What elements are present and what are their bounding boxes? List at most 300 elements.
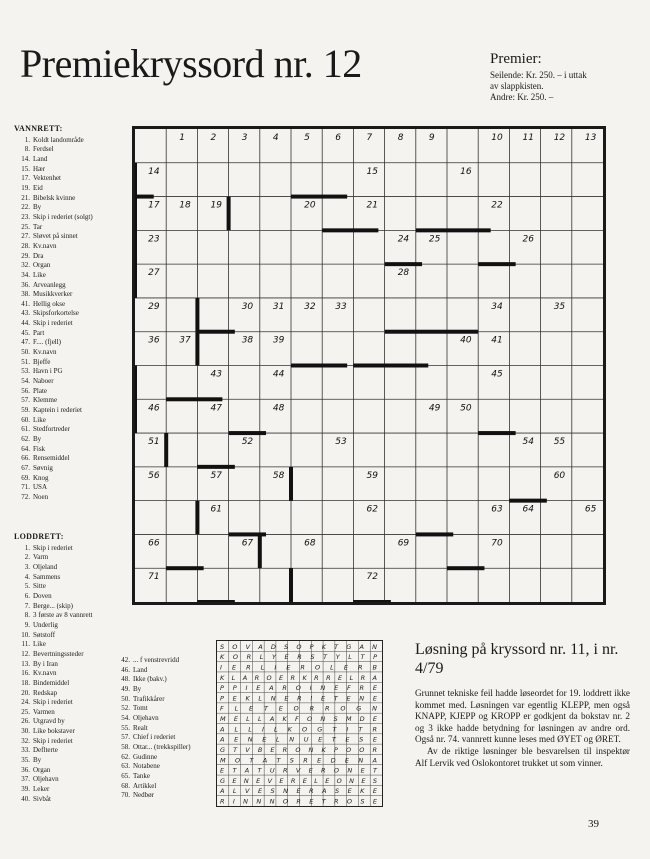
clue-text: Plate (33, 386, 47, 395)
clue-item (114, 772, 214, 782)
clue-number: 69. (21, 473, 30, 482)
clue-item (14, 464, 126, 474)
clue-text: Tomt (133, 704, 148, 713)
clue-number: 53. (21, 367, 30, 376)
clue-item (14, 252, 126, 262)
clue-text: By i Iran (33, 659, 58, 668)
clue-number: 39. (21, 785, 30, 794)
clue-item (14, 785, 126, 795)
grid-cell-number: 66 (148, 538, 160, 549)
clue-text: Bevertningssteder (33, 649, 84, 658)
clue-number: 22. (21, 203, 30, 212)
clue-item (14, 358, 126, 368)
solution-row: M E L L A K F O N S M D E (220, 715, 377, 723)
grid-cell-number: 10 (491, 133, 503, 143)
clue-number: 54. (21, 377, 30, 386)
grid-cell-number: 37 (179, 335, 191, 346)
clue-item (14, 348, 126, 358)
clue-item (14, 775, 126, 785)
grid-cell-number: 49 (428, 403, 441, 414)
grid-bar (478, 431, 515, 435)
clue-number: 49. (121, 684, 130, 693)
clue-item (114, 695, 214, 705)
clue-text: Oljehavn (133, 713, 159, 722)
clue-number: 8. (24, 611, 30, 620)
clue-item (14, 136, 126, 146)
clue-number: 9. (24, 620, 30, 629)
clue-text: Rensemiddel (33, 454, 70, 463)
grid-cell-number: 59 (366, 470, 378, 481)
clue-item (14, 377, 126, 387)
grid-cell-number: 67 (241, 538, 254, 549)
clue-text: Artikkel (133, 781, 157, 790)
clue-text: Bibelsk kvinne (33, 193, 76, 202)
grid-cell-number: 46 (148, 403, 160, 414)
clue-item (14, 483, 126, 493)
clue-item (14, 319, 126, 329)
clue-text: Hellig okse (33, 299, 66, 308)
clue-item (14, 338, 126, 348)
clue-number: 7. (24, 601, 30, 610)
clue-text: Varmen (33, 707, 55, 716)
grid-bar (135, 230, 137, 264)
across-clue-list (14, 136, 126, 503)
clue-text: Realt (133, 723, 148, 732)
clue-number: 50. (121, 694, 130, 703)
clue-number: 4. (24, 572, 30, 581)
clue-number: 67. (21, 463, 30, 472)
clue-number: 45. (21, 328, 30, 337)
grid-cell-number: 43 (210, 369, 222, 380)
prize-info (490, 50, 640, 103)
clue-text: Like bokstaver (33, 727, 75, 736)
clue-text: Fisk (33, 444, 46, 453)
down-clues (14, 532, 126, 804)
clue-text: Skip i rederiet (33, 543, 73, 552)
clue-number: 59. (21, 406, 30, 415)
grid-bar (195, 501, 199, 535)
clue-text: Klemme (33, 396, 58, 405)
clue-item (14, 387, 126, 397)
clue-text: Bindemiddel (33, 678, 70, 687)
clue-text: Redskap (33, 688, 58, 697)
clue-item (14, 213, 126, 223)
clue-item (14, 329, 126, 339)
across-heading: VANNRETT: (14, 124, 63, 133)
clue-text: Koldt landområde (33, 135, 84, 144)
clue-number: 15. (21, 164, 30, 173)
solution-grid-svg (217, 641, 382, 806)
grid-cell-number: 31 (272, 301, 285, 312)
clue-item (14, 290, 126, 300)
clue-item (14, 689, 126, 699)
clue-item (14, 194, 126, 204)
clue-number: 36. (21, 765, 30, 774)
down-clues-continued (114, 656, 214, 801)
clue-number: 10. (21, 630, 30, 639)
grid-cell-number: 60 (553, 470, 566, 481)
clue-item (14, 223, 126, 233)
grid-cell-number: 15 (366, 166, 378, 177)
clue-number: 6. (24, 591, 30, 600)
grid-cell-number: 34 (491, 301, 503, 312)
clue-text: Notabene (133, 762, 160, 771)
clue-item (14, 650, 126, 660)
clue-item (14, 454, 126, 464)
clue-item (114, 782, 214, 792)
grid-cell-number: 23 (148, 234, 160, 245)
clue-number: 20. (21, 688, 30, 697)
grid-bar (164, 433, 168, 467)
grid-cell-number: 9 (428, 133, 435, 143)
grid-bar (135, 366, 137, 400)
grid-cell-number: 4 (272, 133, 279, 143)
down-heading: LODDRETT: (14, 532, 64, 541)
grid-cell-number: 8 (397, 133, 404, 143)
grid-cell-number: 57 (210, 470, 222, 481)
grid-cell-number: 45 (491, 369, 503, 380)
grid-cell-number: 27 (148, 268, 160, 279)
clue-item (114, 791, 214, 801)
clue-number: 29. (21, 251, 30, 260)
clue-item (14, 563, 126, 573)
prize-line: av slappkisten. (490, 81, 544, 91)
clue-item (14, 232, 126, 242)
clue-text: Skip i rederiet (solgt) (33, 212, 93, 221)
clue-text: Ferdsel (33, 145, 54, 154)
clue-item (14, 174, 126, 184)
clue-item (14, 746, 126, 756)
grid-cell-number: 11 (522, 133, 534, 143)
clue-text: Hær (33, 164, 46, 173)
clue-text: Underlig (33, 620, 58, 629)
grid-bar (322, 228, 378, 232)
clue-number: 37. (21, 775, 30, 784)
clue-text: Stedfortreder (33, 425, 70, 434)
grid-bar (166, 397, 222, 401)
grid-bar (385, 330, 479, 334)
clue-text: By (33, 435, 42, 443)
clue-number: 46. (121, 665, 130, 674)
clue-item (14, 660, 126, 670)
clue-number: 63. (121, 762, 130, 771)
grid-cell-number: 22 (491, 200, 503, 211)
clue-item (14, 474, 126, 484)
previous-solution-grid (216, 640, 383, 807)
solution-row: E T A T U R V E R O N E T (220, 766, 377, 775)
clue-number: 66. (21, 454, 30, 463)
grid-cell-number: 26 (522, 234, 534, 245)
clue-text: By (33, 756, 42, 765)
clue-item (14, 406, 126, 416)
clue-number: 50. (21, 348, 30, 357)
clue-text: Berge... (skip) (33, 601, 73, 610)
clue-text: Bjeffe (33, 357, 51, 366)
clue-number: 13. (21, 659, 30, 668)
solution-paragraph: Av de riktige løsninger ble besvarelsen til inspektør Alf Lervik ved Oslokontoret trukket ut som vinner. (415, 745, 630, 768)
clue-item (14, 271, 126, 281)
clue-text: Dra (33, 251, 44, 260)
grid-cell-number: 16 (460, 166, 472, 177)
clue-number: 21. (21, 193, 30, 202)
clue-text: Oljeland (33, 562, 58, 571)
grid-bar (258, 534, 262, 568)
clue-item (14, 553, 126, 563)
grid-cell-number: 14 (148, 166, 160, 177)
clue-item (114, 656, 214, 666)
grid-bar (197, 330, 234, 334)
clue-number: 62. (21, 435, 30, 443)
grid-cell-number: 47 (210, 403, 222, 414)
clue-text: Doven (33, 591, 52, 600)
solution-row: A L V E S N E R A S E K E (220, 787, 377, 796)
clue-text: Tar (33, 222, 43, 231)
clue-number: 38. (21, 290, 30, 299)
clue-item (14, 396, 126, 406)
clue-text: Utgravd by (33, 717, 65, 726)
solution-row: G E N E V E R E L E O N E S (220, 776, 377, 785)
grid-cell-number: 53 (335, 437, 347, 448)
clue-text: Leker (33, 785, 50, 794)
clue-number: 54. (121, 713, 130, 722)
clue-text: Land (33, 154, 48, 163)
clue-item (14, 493, 126, 503)
grid-bar (416, 532, 453, 536)
clue-item (114, 733, 214, 743)
solution-row: R I N N N O R E T R O S E (220, 797, 377, 806)
solution-row: F L E T E O R R O G N (220, 704, 377, 713)
solution-row: A L L I L K O G T I T R (220, 725, 377, 734)
clue-text: Naboer (33, 377, 54, 386)
clue-text: Musikkverker (33, 290, 73, 299)
grid-bar (353, 364, 428, 368)
grid-cell-number: 13 (584, 133, 597, 143)
solution-text (415, 688, 630, 769)
crossword-grid[interactable] (132, 126, 606, 605)
clue-item (114, 753, 214, 763)
clue-text: ... f venstrevridd (133, 656, 180, 664)
clue-item (14, 602, 126, 612)
clue-text: Sitte (33, 582, 46, 591)
clue-number: 57. (121, 733, 130, 742)
clue-text: By (133, 684, 142, 693)
grid-cell-number: 35 (553, 301, 566, 312)
clue-item (114, 675, 214, 685)
grid-cell-number: 41 (491, 335, 503, 346)
clue-number: 1. (24, 135, 30, 144)
clue-number: 48. (121, 675, 130, 684)
clue-item (14, 698, 126, 708)
grid-cell-number: 70 (491, 538, 503, 549)
clue-text: Ikke (bakv.) (133, 675, 167, 684)
grid-bar (229, 431, 266, 435)
clue-item (14, 300, 126, 310)
clue-number: 58. (121, 742, 130, 751)
clue-number: 42. (121, 656, 130, 664)
clue-text: Skip i rederiet (33, 319, 73, 328)
clue-number: 26. (21, 717, 30, 726)
clue-text: Knog (33, 473, 49, 482)
grid-cell-number: 50 (460, 403, 472, 414)
clue-number: 12. (21, 649, 30, 658)
clue-number: 28. (21, 241, 30, 250)
clue-text: Eid (33, 183, 43, 192)
clue-text: Nedbør (133, 791, 154, 800)
clue-item (14, 592, 126, 602)
clue-number: 68. (121, 781, 130, 790)
grid-bar (478, 262, 515, 266)
clue-item (14, 184, 126, 194)
grid-cell-number: 48 (272, 403, 285, 414)
clue-text: Skipsforkortelse (33, 309, 79, 318)
clue-text: Organ (33, 765, 51, 774)
grid-cell-number: 61 (210, 504, 222, 515)
clue-item (14, 445, 126, 455)
clue-item (14, 611, 126, 621)
grid-bar (447, 566, 484, 570)
grid-bar (135, 264, 137, 298)
grid-cell-number: 18 (179, 200, 191, 211)
clue-number: 2. (24, 553, 30, 562)
clue-text: Kv.navn (33, 348, 57, 357)
clue-item (114, 714, 214, 724)
clue-text: Skip i rederiet (33, 698, 73, 707)
clue-item (14, 708, 126, 718)
clue-item (14, 145, 126, 155)
clue-number: 56. (21, 386, 30, 395)
clue-number: 23. (21, 212, 30, 221)
clue-item (14, 261, 126, 271)
clue-number: 64. (21, 444, 30, 453)
clue-item (14, 573, 126, 583)
grid-cell-number: 7 (366, 133, 373, 143)
clue-text: By (33, 203, 42, 212)
clue-text: Like (33, 415, 46, 424)
grid-cell-number: 64 (522, 504, 534, 515)
solution-row: P P I E A R O I N E F R E (220, 684, 377, 693)
across-clues (14, 124, 126, 503)
grid-cell-number: 33 (335, 301, 347, 312)
clue-number: 55. (121, 723, 130, 732)
clue-number: 16. (21, 669, 30, 678)
solution-row: G T V B E R O N K P O O R (220, 745, 377, 754)
clue-number: 30. (21, 727, 30, 736)
clue-item (14, 669, 126, 679)
clue-number: 65. (121, 771, 130, 780)
clue-text: Kv.navn (33, 669, 57, 678)
solution-row: A E N E L N U E T E S E (220, 735, 377, 744)
grid-bar (509, 499, 546, 503)
clue-item (14, 544, 126, 554)
clue-number: 60. (21, 415, 30, 424)
puzzle-title: Premiekryssord nr. 12 (20, 41, 362, 86)
grid-cell-number: 20 (304, 200, 316, 211)
grid-cell-number: 39 (272, 335, 285, 346)
grid-cell-number: 52 (241, 437, 254, 448)
clue-item (114, 666, 214, 676)
grid-bar (353, 600, 390, 602)
clue-text: Like (33, 640, 46, 649)
grid-cell-number: 30 (241, 301, 254, 312)
solution-paragraph: Grunnet tekniske feil hadde løseordet for 19. loddrett ikke kommet med. Løsningen var egentlig KLEPP, men også KNAPP, KJEPP og KROPP er godkjent da bokstav nr. 2 og 3 ikke hadde betydning for løsningen av andre ord. Også nr. 74. vannrett kunne leses med ØYET og ØRET. (415, 688, 630, 745)
clue-item (114, 743, 214, 753)
grid-cell-number: 6 (335, 133, 342, 143)
grid-cell-number: 19 (210, 200, 222, 211)
grid-cell-number: 51 (148, 437, 160, 448)
clue-number: 3. (24, 562, 30, 571)
clue-item (14, 203, 126, 213)
clue-number: 11. (21, 640, 30, 649)
clue-item (14, 435, 126, 445)
clue-item (14, 727, 126, 737)
grid-cell-number: 62 (366, 504, 378, 515)
clue-text: Like (33, 270, 46, 279)
clue-text: Sløvet på sinnet (33, 232, 78, 241)
clue-item (14, 766, 126, 776)
grid-cell-number: 24 (397, 234, 410, 245)
clue-number: 61. (21, 425, 30, 434)
grid-bar (197, 465, 234, 469)
clue-number: 25. (21, 222, 30, 231)
down-clue-list-continued (114, 656, 214, 801)
clue-text: Trafikkårer (133, 694, 165, 703)
clue-item (14, 737, 126, 747)
clue-number: 62. (121, 752, 130, 761)
clue-item (14, 416, 126, 426)
grid-cell-number: 1 (179, 133, 186, 143)
grid-cell-number: 71 (148, 572, 160, 583)
down-clue-list (14, 544, 126, 805)
clue-number: 51. (21, 357, 30, 366)
clue-number: 41. (21, 299, 30, 308)
clue-text: Kv.navn (33, 241, 57, 250)
grid-cell-number: 12 (553, 133, 566, 143)
clue-text: Søtstoff (33, 630, 56, 639)
clue-text: USA (33, 483, 48, 492)
clue-item (14, 242, 126, 252)
clue-number: 33. (21, 746, 30, 755)
clue-number: 5. (24, 582, 30, 591)
page-number: 39 (588, 818, 599, 830)
clue-text: Oljehavn (33, 775, 59, 784)
solution-row: K O R L Y E R S T Y L T P (220, 653, 377, 662)
clue-text: Organ (33, 261, 51, 270)
prize-line: Seilende: Kr. 250. – i uttak (490, 70, 587, 80)
clue-number: 14. (21, 154, 30, 163)
clue-number: 40. (21, 794, 30, 803)
clue-number: 71. (21, 483, 30, 492)
clue-number: 70. (121, 791, 130, 800)
clue-item (114, 685, 214, 695)
clue-text: Gudinne (133, 752, 158, 761)
clue-number: 35. (21, 756, 30, 765)
clue-text: Vektenhet (33, 174, 61, 183)
crossword-grid-svg (135, 129, 603, 602)
clue-item (14, 679, 126, 689)
clue-number: 1. (24, 543, 30, 552)
clue-text: Sivbåt (33, 794, 51, 803)
grid-bar (416, 228, 491, 232)
grid-bar (195, 298, 199, 332)
grid-bar (227, 197, 231, 231)
solution-row: K L A R O E R K R R E L R A (220, 673, 377, 682)
clue-number: 52. (121, 704, 130, 713)
clue-text: Part (33, 328, 45, 337)
grid-cell-number: 25 (428, 234, 441, 245)
clue-number: 25. (21, 707, 30, 716)
grid-cell-number: 40 (460, 335, 472, 346)
grid-cell-number: 58 (272, 470, 285, 481)
